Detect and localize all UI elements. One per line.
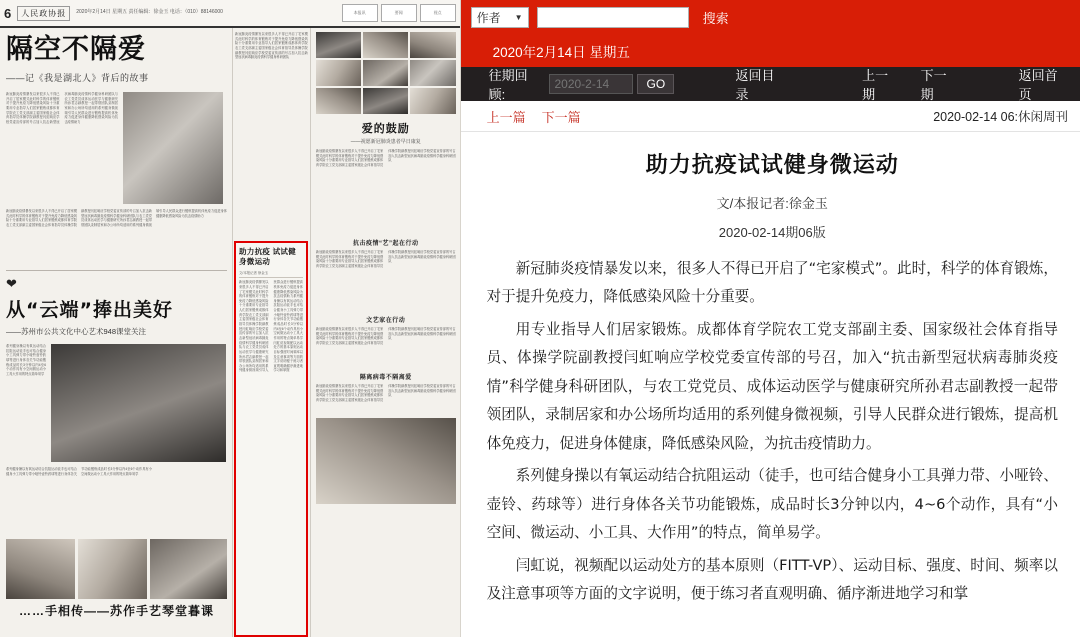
- right-body-text-4: 新冠肺炎疫情暴发以来很多人不得已开启了宅家模式此时科学的体育锻炼对于提升免疫力降低感染风险十分重要用专业指导人们居家锻炼成都体育学院农工党支部副主委国家级社会体育指导员体操学院副教授闫虹响应学校党委宣传部的号召加入抗击新型冠状病毒肺炎疫情科学健身科研团队: [315, 384, 456, 402]
- newspaper-masthead: [0, 0, 460, 28]
- right-body-text-3: 新冠肺炎疫情暴发以来很多人不得已开启了宅家模式此时科学的体育锻炼对于提升免疫力降低感染风险十分重要用专业指导人们居家锻炼成都体育学院农工党支部副主委国家级社会体育指导员体操学院副教授闫虹响应学校党委宣传部的号召加入抗击新型冠状病毒肺炎疫情科学健身科研团队: [315, 327, 456, 345]
- search-button[interactable]: 搜索: [697, 7, 735, 28]
- masthead-box-group: [342, 4, 456, 22]
- heart-icon: ❤: [6, 276, 17, 292]
- newspaper-column-mid: [232, 28, 310, 637]
- search-bar: [461, 0, 1080, 34]
- issue-date-bar: [461, 34, 1080, 67]
- grid-photo: [410, 88, 455, 114]
- archive-go-button[interactable]: GO: [637, 74, 674, 94]
- next-article-link[interactable]: 下一篇: [541, 109, 581, 125]
- masthead-meta: 2020年2月14日 星期五 责任编辑：徐金玉 电话：（010）88146000: [76, 9, 223, 16]
- second-body-text: 系列健身操以有氧运动结合抗阻运动徒手也可结合健身小工具弹力带小哑铃壶铃药球等进行身体各关节功能锻炼成品时长3分钟以内4至6个动作具有小空间微运动小工具大作用的特点简单易学: [6, 344, 46, 376]
- article-viewer: [461, 0, 1080, 637]
- article-content: [461, 132, 1080, 637]
- right-section-subtitle: ——祝愿新冠肺炎患者早日康复: [350, 139, 421, 145]
- right-small-head-3: 隔离病毒不隔离爱: [359, 375, 412, 381]
- archive-date-input[interactable]: [549, 74, 633, 94]
- highlighted-article-box[interactable]: [234, 241, 308, 637]
- article-subnav: [461, 101, 1080, 132]
- back-to-toc-link[interactable]: 返回目录: [735, 68, 775, 102]
- grid-photo: [316, 88, 361, 114]
- second-subheadline: ——苏州市公共文化中心艺术948课堂关注: [6, 327, 147, 337]
- newspaper-logo: 人民政协报: [17, 6, 70, 21]
- grid-photo: [316, 32, 361, 58]
- archive-nav-bar: [461, 67, 1080, 101]
- bottom-photo-right: [150, 539, 227, 599]
- right-small-head-1: 抗击疫情“艺”起在行动: [352, 241, 419, 247]
- search-input[interactable]: [537, 7, 689, 28]
- mid-column-text: 新冠肺炎疫情暴发以来很多人不得已开启了宅家模式此时科学的体育锻炼对于提升免疫力降低感染风险十分重要用专业指导人们居家锻炼成都体育学院农工党支部副主委国家级社会体育指导员体操学院副教授闫虹响应学校党委宣传部的号召加入抗击新型冠状病毒肺炎疫情科学健身科研团队: [235, 32, 308, 60]
- search-field-label: 作者: [476, 10, 501, 25]
- masthead-box: 要闻: [381, 4, 417, 22]
- grid-photo: [363, 32, 408, 58]
- bottom-strip-title: ……手相传——苏作手艺琴堂暮课: [18, 604, 214, 619]
- highlighted-article-byline: 文/本报记者 徐金玉: [239, 270, 303, 278]
- divider: [6, 270, 227, 271]
- lead-body-text-cont: 新冠肺炎疫情暴发以来很多人不得已开启了居家模式此时科学的体育锻炼对于提升免疫力降低感染风险十分重要用专业指导人们居家锻炼成都体育学院农工党支部副主委国家级社会体育指导员体操学院副教授闫虹响应学校党委宣传部的号召加入抗击新型冠状病毒肺炎疫情科学健身科研团队与农工党党员成体运动医学与健康研究所孙君志副教授一起带领团队录制居家和办公场所均适用的系列健身微视频引导人民群众进行锻炼提高机体免疫力促进身体健康降低感染风险为抗击疫情助力: [6, 209, 227, 227]
- next-issue-link[interactable]: 下一期: [920, 68, 947, 102]
- newspaper-body: [0, 28, 460, 637]
- page-number: 6: [4, 5, 12, 21]
- article-paragraph: 闫虹说，视频配以运动处方的基本原则（FITT-VP）、运动目标、强度、时间、频率以及注意事项等方面的文字说明，便于练习者直观明确、循序渐进地学习和掌: [486, 556, 1058, 602]
- article-meta: 2020-02-14 06:休闲周刊: [933, 110, 1068, 124]
- lead-headline: 隔空不隔爱: [6, 34, 146, 65]
- prev-issue-link[interactable]: 上一期: [862, 68, 889, 102]
- lead-body-text: 新冠肺炎疫情暴发以来很多人不得已开启了居家模式此时科学的体育锻炼对于提升免疫力降低感染风险十分重要用专业指导人们居家锻炼成都体育学院农工党支部副主委国家级社会体育指导员体操学院副教授闫虹响应学校党委宣传部的号召加入抗击新型冠状病毒肺炎疫情科学健身科研团队与农工党党员成体运动医学与健康研究所孙君志副教授一起带领团队录制居家和办公场所均适用的系列健身微视频引导人民群众进行锻炼提高机体免疫力促进身体健康降低感染风险为抗击疫情助力: [6, 92, 118, 124]
- second-photo: [51, 344, 226, 462]
- second-body-text-cont: 系列健身操以有氧运动结合抗阻运动徒手也可结合健身小工具弹力带小哑铃壶铃药球等进行身体各关节功能锻炼成品时长3分钟以内4至6个动作具有小空间微运动小工具大作用的特点简单易学: [6, 467, 152, 476]
- issue-date-text: 2020年2月14日 星期五: [492, 44, 630, 60]
- lead-photo: [123, 92, 223, 204]
- back-home-link[interactable]: 返回首页: [1018, 68, 1058, 102]
- chevron-down-icon: ▼: [514, 12, 523, 22]
- lead-subheadline: ——记《我是湖北人》背后的故事: [6, 73, 149, 84]
- right-bottom-photo: [316, 418, 456, 504]
- article-title: 助力抗疫试试健身微运动: [645, 153, 899, 178]
- newspaper-column-right: [310, 28, 460, 637]
- article-paragraph: 系列健身操以有氧运动结合抗阻运动（徒手，也可结合健身小工具弹力带、小哑铃、壶铃、药球等）进行身体各关节功能锻炼，成品时长3分钟以内，4~6个动作，具有“小空间、微运动、小工具、大作用”的特点，简单易学。: [486, 467, 1058, 542]
- right-small-head-2: 文艺家在行动: [366, 318, 406, 324]
- archive-label: 往期回顾:: [488, 68, 528, 102]
- second-headline: 从“云端”捧出美好: [6, 299, 173, 322]
- newspaper-scan[interactable]: [0, 0, 461, 637]
- article-issue: 2020-02-14期06版: [718, 225, 826, 240]
- grid-photo: [410, 60, 455, 86]
- article-paragraph: 用专业指导人们居家锻炼。成都体育学院农工党支部副主委、国家级社会体育指导员、体操学院副教授闫虹响应学校党委宣传部的号召，加入“抗击新型冠状病毒肺炎疫情”科学健身科研团队，与农工党党员、成体运动医学与健康研究所孙君志副教授一起带领团队，录制居家和办公场所均适用的系列健身微视频，引导人民群众进行锻炼，提高机体免疫力，促进身体健康，降低感染风险，为抗击疫情助力。: [486, 320, 1058, 452]
- grid-photo: [316, 60, 361, 86]
- highlighted-article-body: 新冠肺炎疫情暴发以来很多人不得已开启了宅家模式此时科学的体育锻炼对于提升免疫力降低感染风险十分重要用专业指导人们居家锻炼成都体育学院农工党支部副主委国家级社会体育指导员体操学院副教授闫虹响应学校党委宣传部的号召加入抗击新型冠状病毒肺炎疫情科学健身科研团队与农工党党员成体运动医学与健康研究所孙君志副教授一起带领团队录制居家和办公场所均适用的系列健身微视频引导人民群众进行锻炼提高机体免疫力促进身体健康降低感染风险为抗击疫情助力系列健身操以有氧运动结合抗阻运动徒手也可结合健身小工具弹力带小哑铃壶铃药球等进行身体各关节功能锻炼成品时长3分钟以内4至6个动作具有小空间微运动小工具大作用的特点简单易学闫虹说视频配以运动处方的基本原则运动目标强度时间频率以及注意事项等方面的文字说明便于练习者直观明确循序渐进地学习和掌握: [239, 280, 303, 373]
- right-section-title: 爱的鼓励: [361, 123, 410, 135]
- grid-photo: [363, 88, 408, 114]
- bottom-photo-mid: [78, 539, 147, 599]
- masthead-box: 视点: [420, 4, 456, 22]
- highlighted-article-title: 助力抗疫 试试健身微运动: [239, 247, 296, 267]
- search-field-select[interactable]: [471, 7, 529, 28]
- prev-article-link[interactable]: 上一篇: [486, 109, 526, 125]
- right-body-text: 新冠肺炎疫情暴发以来很多人不得已开启了宅家模式此时科学的体育锻炼对于提升免疫力降低感染风险十分重要用专业指导人们居家锻炼成都体育学院农工党支部副主委国家级社会体育指导员体操学院副教授闫虹响应学校党委宣传部的号召加入抗击新型冠状病毒肺炎疫情科学健身科研团队: [315, 149, 456, 167]
- bottom-photo-left: [6, 539, 75, 599]
- masthead-box: 本报讯: [342, 4, 378, 22]
- article-paragraph: 新冠肺炎疫情暴发以来，很多人不得已开启了“宅家模式”。此时，科学的体育锻炼，对于提升免疫力，降低感染风险十分重要。: [486, 260, 1058, 306]
- grid-photo: [363, 60, 408, 86]
- grid-photo: [410, 32, 455, 58]
- photo-grid: [316, 32, 456, 114]
- article-byline: 文/本报记者:徐金玉: [716, 196, 828, 211]
- right-body-text-2: 新冠肺炎疫情暴发以来很多人不得已开启了宅家模式此时科学的体育锻炼对于提升免疫力降低感染风险十分重要用专业指导人们居家锻炼成都体育学院农工党支部副主委国家级社会体育指导员体操学院副教授闫虹响应学校党委宣传部的号召加入抗击新型冠状病毒肺炎疫情科学健身科研团队: [315, 250, 456, 268]
- newspaper-column-main: [0, 28, 232, 637]
